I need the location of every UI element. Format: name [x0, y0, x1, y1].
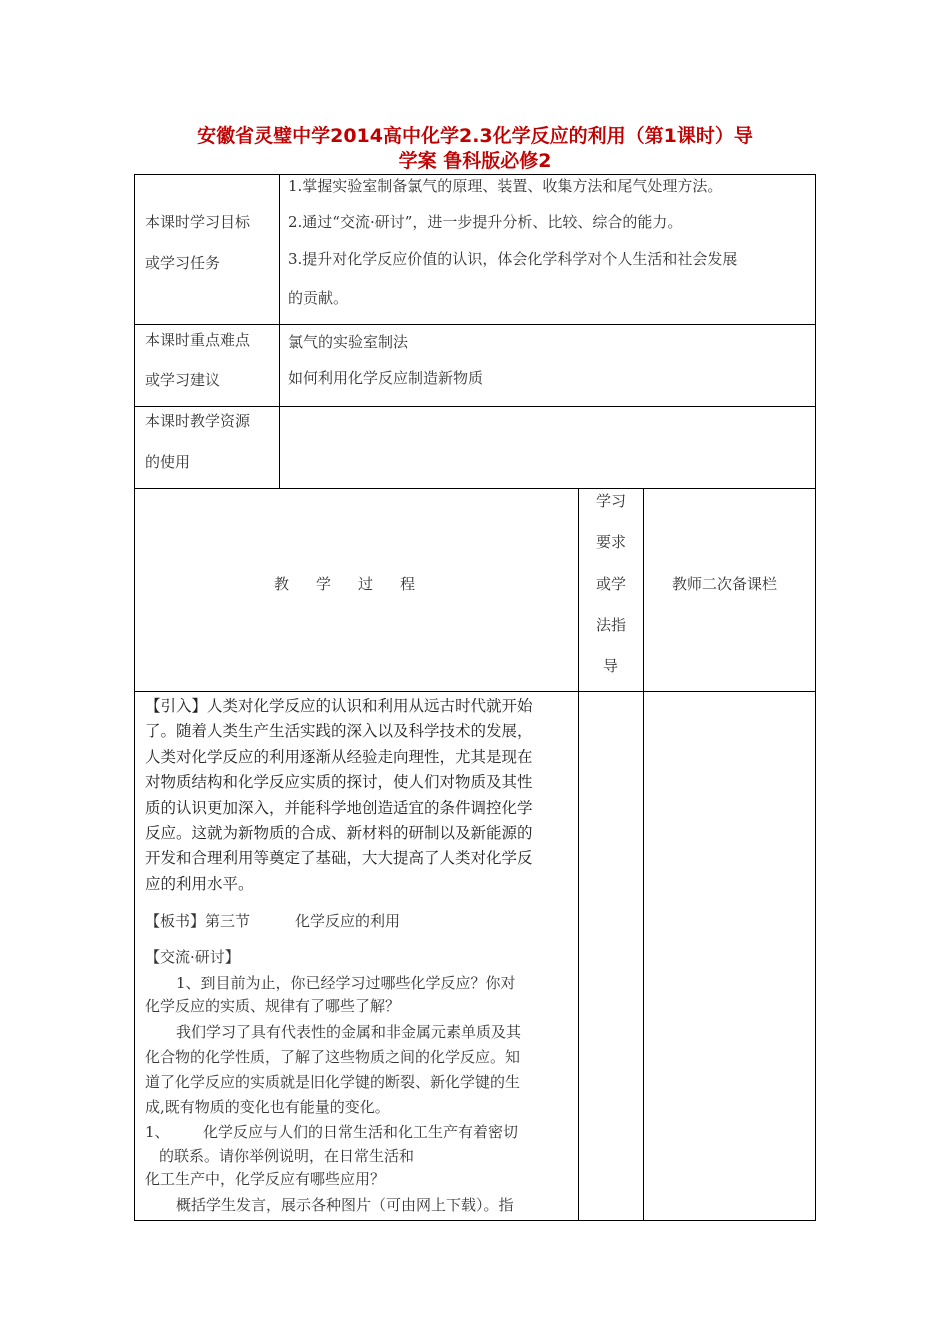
list-number: 1、 [145, 1123, 170, 1141]
objectives-label-line-1: 本课时学习目标 [145, 213, 251, 231]
intro-line: 【引入】人类对化学反应的认识和利用从远古时代就开始 [145, 697, 533, 715]
row-divider-3 [134, 488, 816, 489]
key-point-2: 如何利用化学反应制造新物质 [288, 369, 484, 387]
intro-line: 对物质结构和化学反应实质的探讨，使人们对物质及其性 [145, 773, 533, 792]
row-divider-1 [134, 324, 816, 325]
label-column-divider [279, 174, 280, 488]
row-divider-4 [134, 691, 816, 692]
objective-item-2: 2.通过“交流·研讨”，进一步提升分析、比较、综合的能力。 [288, 213, 683, 231]
resources-label-line-1: 本课时教学资源 [145, 412, 251, 430]
row-divider-2 [134, 406, 816, 407]
discuss-line-10: 概括学生发言，展示各种图片（可由网上下载）。指 [176, 1196, 514, 1214]
document-title-line-2: 学案 鲁科版必修2 [398, 150, 552, 172]
discuss-line-1: 1、到目前为止，你已经学习过哪些化学反应？你对 [176, 974, 516, 992]
board-label: 【板书】第三节 [145, 912, 251, 930]
intro-line: 了。随着人类生产生活实践的深入以及科学技术的发展， [145, 722, 533, 741]
teacher-column-divider [643, 488, 644, 1221]
intro-paragraph [145, 694, 575, 897]
discuss-line-6: 成,既有物质的变化也有能量的变化。 [145, 1098, 390, 1116]
study-column-header-line-2: 要求 [596, 533, 627, 551]
discuss-line-8: 的联系。请你举例说明，在日常生活和 [159, 1147, 415, 1165]
study-column-header-line-1: 学习 [596, 492, 627, 510]
intro-line: 开发和合理利用等奠定了基础，大大提高了人类对化学反 [145, 849, 533, 868]
board-title: 化学反应的利用 [295, 912, 401, 930]
objective-item-3-cont: 的贡献。 [288, 289, 349, 307]
intro-line: 质的认识更加深入，并能科学地创造适宜的条件调控化学 [145, 798, 533, 817]
discuss-label: 【交流·研讨】 [145, 948, 240, 966]
intro-line: 应的利用水平。 [145, 874, 254, 893]
study-column-divider [578, 488, 579, 1221]
key-points-label-line-1: 本课时重点难点 [145, 331, 251, 349]
objective-item-1: 1.掌握实验室制备氯气的原理、装置、收集方法和尾气处理方法。 [288, 177, 723, 195]
discuss-line-2: 化学反应的实质、规律有了哪些了解？ [145, 997, 401, 1015]
study-column-header-line-3: 或学 [596, 575, 627, 593]
objectives-label-line-2: 或学习任务 [145, 254, 221, 272]
document-title-line-1: 安徽省灵璧中学2014高中化学2.3化学反应的利用（第1课时）导 [197, 125, 753, 147]
study-column-header-line-4: 法指 [596, 616, 627, 634]
resources-label-line-2: 的使用 [145, 453, 191, 471]
process-header-title: 教学过程 [274, 575, 443, 593]
discuss-line-3: 我们学习了具有代表性的金属和非金属元素单质及其 [176, 1023, 522, 1041]
teacher-column-header: 教师二次备课栏 [672, 575, 778, 593]
discuss-line-4: 化合物的化学性质，了解了这些物质之间的化学反应。知 [145, 1048, 521, 1066]
key-point-1: 氯气的实验室制法 [288, 333, 409, 351]
intro-line: 反应。这就为新物质的合成、新材料的研制以及新能源的 [145, 824, 533, 843]
study-column-header-line-5: 导 [603, 657, 619, 675]
intro-line: 人类对化学反应的利用逐渐从经验走向理性，尤其是现在 [145, 747, 533, 766]
discuss-line-7: 化学反应与人们的日常生活和化工生产有着密切 [203, 1123, 519, 1141]
key-points-label-line-2: 或学习建议 [145, 371, 221, 389]
discuss-line-5: 道了化学反应的实质就是旧化学键的断裂、新化学键的生 [145, 1073, 521, 1091]
objective-item-3: 3.提升对化学反应价值的认识，体会化学科学对个人生活和社会发展 [288, 250, 738, 268]
discuss-line-9: 化工生产中，化学反应有哪些应用？ [145, 1170, 386, 1188]
